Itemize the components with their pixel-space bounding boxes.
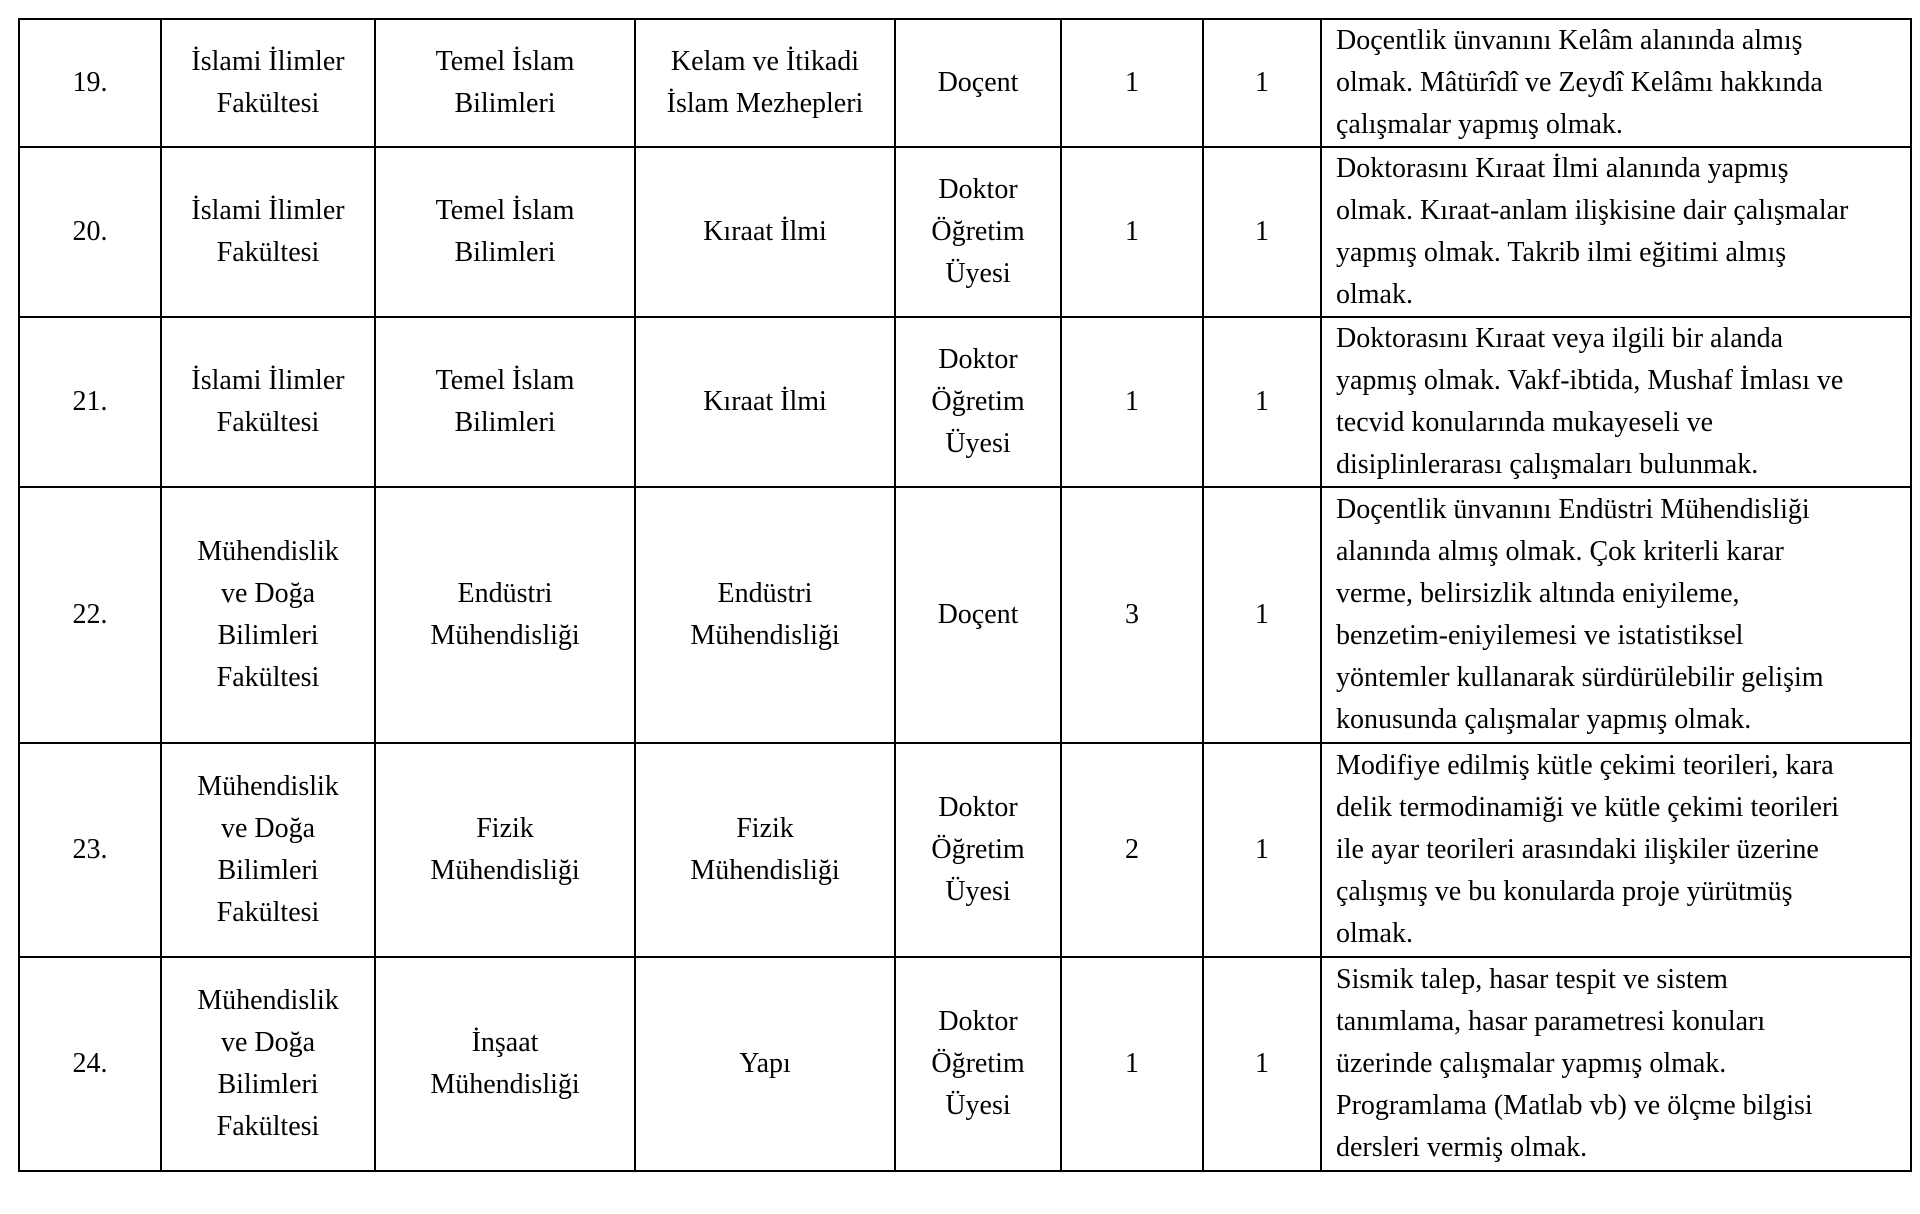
title-line: Üyesi [945,428,1011,459]
count-b-cell [1203,487,1321,743]
field-line: Kıraat İlmi [703,386,827,417]
faculty-line: Mühendislik [197,985,339,1016]
field-cell [635,147,895,317]
description-line: dersleri vermiş olmak. [1336,1132,1588,1163]
description-line: delik termodinamiği ve kütle çekimi teorileri [1336,792,1840,823]
field-line: Mühendisliği [690,620,840,651]
faculty-line: Fakültesi [216,407,320,438]
description-line: ile ayar teorileri arasındaki ilişkiler üzerine [1336,834,1819,865]
title-line: Doçent [937,599,1019,630]
count-b: 1 [1255,1048,1269,1079]
department-line: Temel İslam [435,365,575,396]
title-line: Öğretim [931,834,1025,865]
count-a: 1 [1125,1048,1139,1079]
count-b-cell [1203,743,1321,957]
row-number: 24. [72,1048,108,1079]
count-b: 1 [1255,386,1269,417]
row-number-cell [19,957,161,1171]
table-row [19,957,1911,1171]
description-cell [1321,957,1911,1171]
description-line: tanımlama, hasar parametresi konuları [1336,1006,1766,1037]
faculty-line: ve Doğa [220,1027,316,1058]
row-number-cell [19,487,161,743]
count-a: 2 [1125,834,1139,865]
department-line: Fizik [476,813,534,844]
department-cell [375,19,635,147]
description-line: üzerinde çalışmalar yapmış olmak. [1336,1048,1727,1079]
faculty-cell [161,317,375,487]
description-line: disiplinlerarası çalışmaları bulunmak. [1336,449,1759,480]
faculty-line: ve Doğa [220,813,316,844]
department-line: İnşaat [471,1027,539,1058]
field-line: Kelam ve İtikadi [670,46,860,77]
field-line: İslam Mezhepleri [666,88,864,119]
row-number-cell [19,317,161,487]
title-line: Üyesi [945,876,1011,907]
count-a: 3 [1125,599,1139,630]
faculty-line: Bilimleri [217,620,319,651]
field-line: Kıraat İlmi [703,216,827,247]
row-number: 23. [72,834,108,865]
department-cell [375,743,635,957]
description-line: çalışmış ve bu konularda proje yürütmüş [1336,876,1793,907]
faculty-cell [161,487,375,743]
faculty-line: Fakültesi [216,237,320,268]
position-table [18,18,1912,1172]
field-cell [635,957,895,1171]
department-line: Endüstri [457,578,553,609]
count-b: 1 [1255,216,1269,247]
count-b-cell [1203,317,1321,487]
department-cell [375,317,635,487]
faculty-line: Fakültesi [216,1111,320,1142]
department-line: Mühendisliği [430,620,580,651]
title-line: Öğretim [931,216,1025,247]
department-line: Temel İslam [435,195,575,226]
faculty-line: İslami İlimler [191,195,345,226]
description-cell [1321,743,1911,957]
title-cell [895,317,1061,487]
description-line: çalışmalar yapmış olmak. [1336,109,1623,140]
description-line: olmak. Mâtürîdî ve Zeydî Kelâmı hakkında [1336,67,1823,98]
description-line: verme, belirsizlik altında eniyileme, [1336,578,1740,609]
count-a: 1 [1125,67,1139,98]
field-line: Mühendisliği [690,855,840,886]
title-cell [895,147,1061,317]
field-cell [635,317,895,487]
title-line: Doktor [938,344,1018,375]
description-cell [1321,19,1911,147]
title-line: Üyesi [945,1090,1011,1121]
description-line: konusunda çalışmalar yapmış olmak. [1336,704,1752,735]
count-b-cell [1203,19,1321,147]
faculty-line: İslami İlimler [191,46,345,77]
field-cell [635,19,895,147]
row-number-cell [19,19,161,147]
faculty-cell [161,743,375,957]
title-line: Doktor [938,1006,1018,1037]
field-cell [635,743,895,957]
table-row [19,743,1911,957]
row-number: 21. [72,386,108,417]
description-line: benzetim-eniyilemesi ve istatistiksel [1336,620,1744,651]
description-line: olmak. [1336,279,1413,310]
count-a-cell [1061,957,1203,1171]
title-cell [895,957,1061,1171]
department-line: Bilimleri [454,407,556,438]
count-a-cell [1061,487,1203,743]
count-a: 1 [1125,216,1139,247]
count-a-cell [1061,147,1203,317]
title-line: Üyesi [945,258,1011,289]
description-line: yapmış olmak. Takrib ilmi eğitimi almış [1336,237,1787,268]
department-line: Bilimleri [454,88,556,119]
description-line: Sismik talep, hasar tespit ve sistem [1336,964,1728,995]
table-row [19,487,1911,743]
description-line: Doktorasını Kıraat İlmi alanında yapmış [1336,153,1789,184]
faculty-line: Mühendislik [197,536,339,567]
count-b: 1 [1255,67,1269,98]
field-line: Yapı [739,1048,791,1079]
department-line: Mühendisliği [430,855,580,886]
description-line: olmak. Kıraat-anlam ilişkisine dair çalışmalar [1336,195,1849,226]
faculty-line: Bilimleri [217,1069,319,1100]
title-line: Öğretim [931,386,1025,417]
count-b-cell [1203,147,1321,317]
faculty-line: Mühendislik [197,771,339,802]
description-line: Doçentlik ünvanını Endüstri Mühendisliği [1336,494,1810,525]
title-line: Doçent [937,67,1019,98]
count-b: 1 [1255,599,1269,630]
field-cell [635,487,895,743]
count-b-cell [1203,957,1321,1171]
faculty-line: Fakültesi [216,662,320,693]
faculty-cell [161,957,375,1171]
faculty-line: ve Doğa [220,578,316,609]
row-number: 19. [72,67,108,98]
description-line: tecvid konularında mukayeseli ve [1336,407,1714,438]
table-body [19,19,1911,1171]
row-number: 22. [72,599,108,630]
row-number: 20. [72,216,108,247]
department-line: Temel İslam [435,46,575,77]
description-line: Modifiye edilmiş kütle çekimi teorileri, kara [1336,750,1834,781]
field-line: Fizik [736,813,794,844]
description-line: Programlama (Matlab vb) ve ölçme bilgisi [1336,1090,1813,1121]
description-cell [1321,487,1911,743]
description-line: Doktorasını Kıraat veya ilgili bir alanda [1336,323,1784,354]
description-line: Doçentlik ünvanını Kelâm alanında almış [1336,25,1803,56]
department-line: Bilimleri [454,237,556,268]
title-line: Doktor [938,792,1018,823]
row-number-cell [19,743,161,957]
description-line: alanında almış olmak. Çok kriterli karar [1336,536,1784,567]
title-line: Öğretim [931,1048,1025,1079]
table-row [19,19,1911,147]
department-cell [375,147,635,317]
title-cell [895,19,1061,147]
faculty-line: Fakültesi [216,897,320,928]
title-line: Doktor [938,174,1018,205]
count-a-cell [1061,19,1203,147]
description-cell [1321,317,1911,487]
table-row [19,147,1911,317]
title-cell [895,487,1061,743]
department-cell [375,957,635,1171]
faculty-line: Bilimleri [217,855,319,886]
faculty-line: İslami İlimler [191,365,345,396]
field-line: Endüstri [717,578,813,609]
title-cell [895,743,1061,957]
description-line: yöntemler kullanarak sürdürülebilir gelişim [1336,662,1824,693]
count-a-cell [1061,743,1203,957]
count-a: 1 [1125,386,1139,417]
description-cell [1321,147,1911,317]
count-b: 1 [1255,834,1269,865]
table-row [19,317,1911,487]
department-cell [375,487,635,743]
row-number-cell [19,147,161,317]
faculty-line: Fakültesi [216,88,320,119]
faculty-cell [161,19,375,147]
description-line: yapmış olmak. Vakf-ibtida, Mushaf İmlası ve [1336,365,1844,396]
count-a-cell [1061,317,1203,487]
faculty-cell [161,147,375,317]
description-line: olmak. [1336,918,1413,949]
department-line: Mühendisliği [430,1069,580,1100]
